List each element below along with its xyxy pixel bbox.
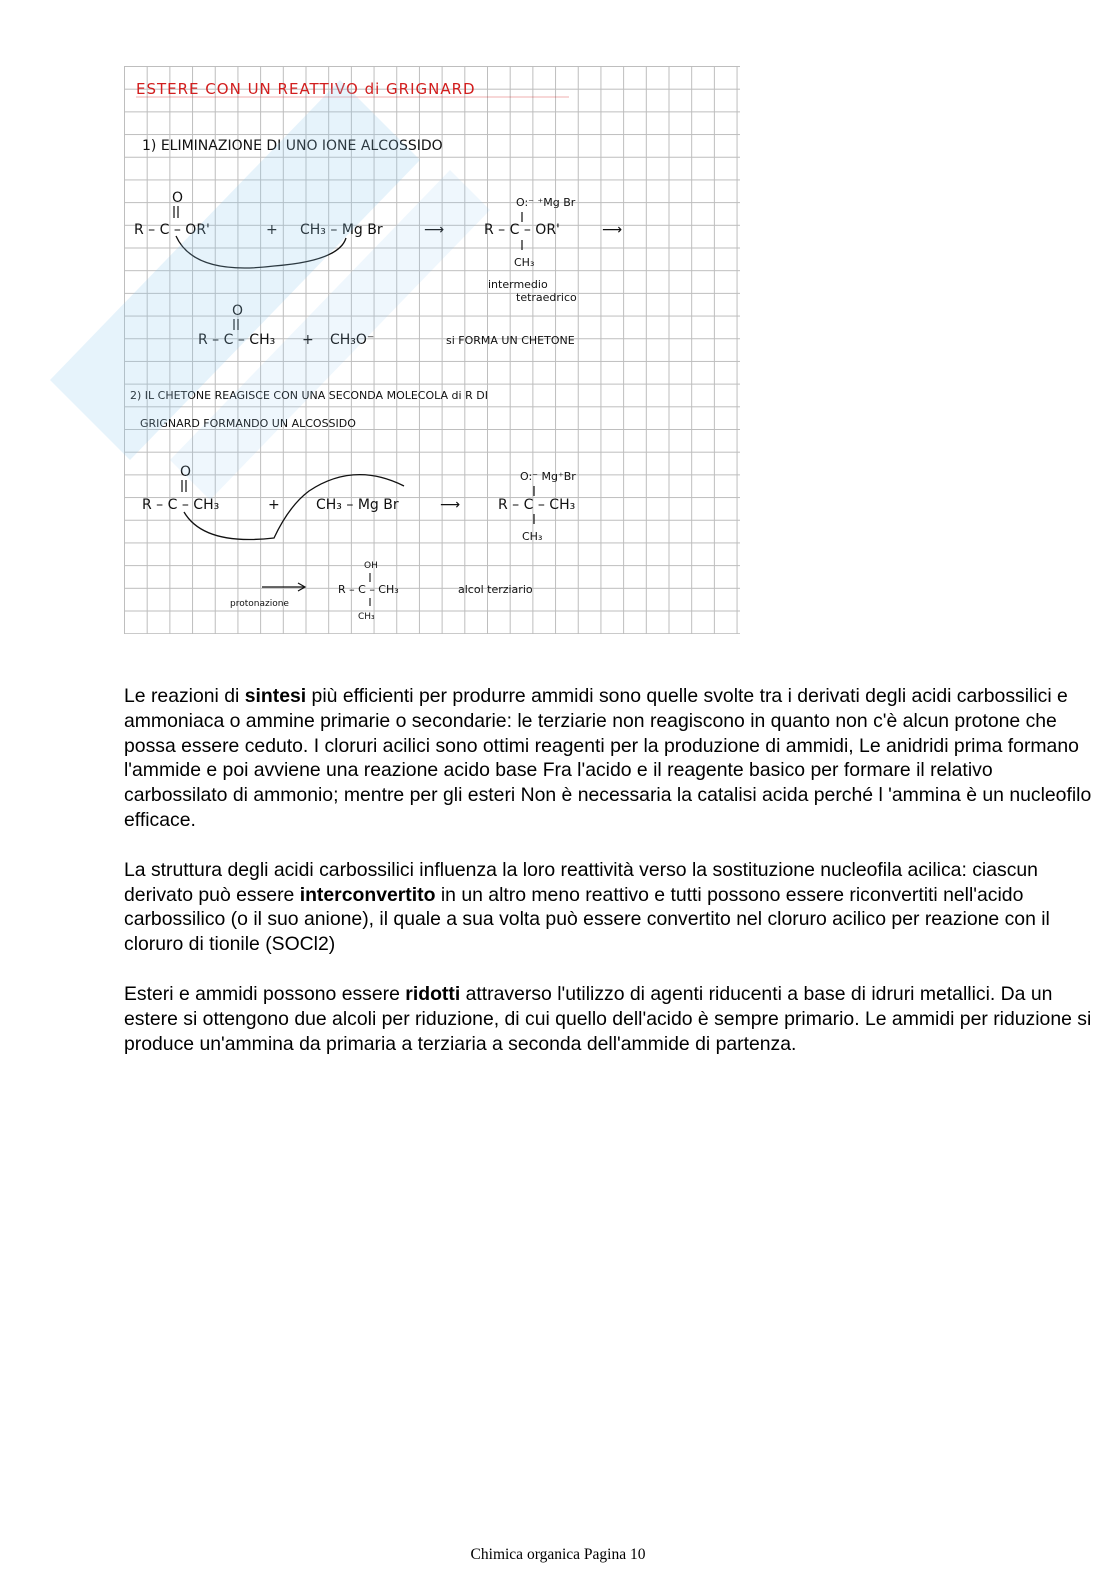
notes-drawing: [124, 66, 740, 634]
step2-heading-line1: 2) IL CHETONE REAGISCE CON UNA SECONDA MOLECOLA di R DI: [130, 389, 488, 402]
step1-intermediate-label-2: tetraedrico: [516, 291, 577, 304]
p2-text-c: in un altro meno reattivo e tutti possono essere riconvertiti nell'acido carbossilico (o il suo anione), il quale a sua volta può essere convertito nel cloruro acilico per reazione con il cloruro di tionile (SOCl2): [124, 883, 1050, 956]
p2-text-a: La struttura degli acidi carbossilici influenza la loro reattività verso la sostituzione nucleofila acilica: ciascun derivato può essere: [124, 858, 1038, 906]
step1-result: si FORMA UN CHETONE: [446, 334, 575, 347]
step2-alcohol-top: OH: [364, 561, 378, 571]
step1-reactant1-carbonyl-o: O: [172, 190, 184, 206]
note-title: ESTERE CON UN REATTIVO di GRIGNARD: [136, 80, 476, 98]
paragraph-interconversion: [124, 858, 1099, 957]
step1-product1-carbonyl-o: O: [232, 303, 244, 319]
step2-heading-line2: GRIGNARD FORMANDO UN ALCOSSIDO: [140, 417, 356, 430]
step1-product2: CH₃O⁻: [330, 332, 375, 348]
p3-text-c: attraverso l'utilizzo di agenti riducenti a base di idruri metallici. Da un estere si ottengono due alcoli per riduzione, di cui quello dell'acido è sempre primario. Le ammidi per riduzione si produce un'ammina da primaria a terziaria a seconda dell'ammide di partenza.: [124, 982, 1092, 1055]
p2-bold-interconvertito: interconvertito: [299, 883, 436, 906]
step2-plus: +: [268, 497, 280, 513]
step1-intermediate-label-1: intermedio: [488, 278, 548, 291]
step1-reactant1: R – C – OR': [134, 222, 210, 238]
step2-alcohol-bottom: CH₃: [358, 612, 375, 622]
step2-reactant2: CH₃ – Mg Br: [316, 497, 399, 513]
p3-bold-ridotti: ridotti: [405, 982, 461, 1005]
paragraph-reduction: [124, 982, 1099, 1056]
step2-reactant1: R – C – CH₃: [142, 497, 220, 513]
step1-electron-arrow: [176, 236, 346, 268]
p3-text-a: Esteri e ammidi possono essere: [124, 982, 406, 1005]
step2-reactant1-carbonyl-o: O: [180, 464, 192, 480]
step2-alkoxide-bottom: CH₃: [522, 530, 543, 543]
p1-text-c: più efficienti per produrre ammidi sono quelle svolte tra i derivati degli acidi carbossilici e ammoniaca o ammine primarie o secondarie: le terziarie non reagiscono in quanto non c'è alcun protone che possa essere ceduto. I cloruri acilici sono ottimi reagenti per la produzione di ammidi, Le anidridi prima formano l'ammide e poi avviene una reazione acido base Fra l'acido e il reagente basico per formare il relativo carbossilato di ammonio; mentre per gli esteri Non è necessaria la catalisi acida perché l 'ammina è un nucleofilo efficace.: [124, 685, 1092, 831]
step2-alkoxide-top: O:⁻ Mg⁺Br: [520, 470, 576, 483]
handwritten-notes-image: [124, 66, 740, 634]
step1-intermediate: R – C – OR': [484, 222, 560, 238]
step1-intermediate-bottom: CH₃: [514, 256, 535, 269]
step1-arrow-1: ⟶: [424, 222, 445, 238]
step2-protonation-label: protonazione: [230, 599, 289, 609]
paragraph-synthesis: [124, 684, 1099, 833]
step1-arrow-2: ⟶: [602, 222, 623, 238]
step1-heading: 1) ELIMINAZIONE DI UNO IONE ALCOSSIDO: [142, 138, 443, 154]
step2-alkoxide: R – C – CH₃: [498, 497, 576, 513]
body-text: [124, 684, 1099, 1081]
step1-intermediate-top: O:⁻ ⁺Mg Br: [516, 196, 576, 209]
step1-product-plus: +: [302, 332, 314, 348]
step1-plus: +: [266, 222, 278, 238]
page-footer: Chimica organica Pagina 10: [470, 1546, 646, 1563]
p1-bold-sintesi: sintesi: [244, 685, 307, 707]
step2-alcohol: R – C – CH₃: [338, 583, 399, 596]
step1-product1: R – C – CH₃: [198, 332, 276, 348]
step2-arrow-1: ⟶: [440, 497, 461, 513]
p1-text-a: Le reazioni di: [124, 685, 245, 707]
step1-reactant2: CH₃ – Mg Br: [300, 222, 383, 238]
step2-result: alcol terziario: [458, 583, 533, 596]
